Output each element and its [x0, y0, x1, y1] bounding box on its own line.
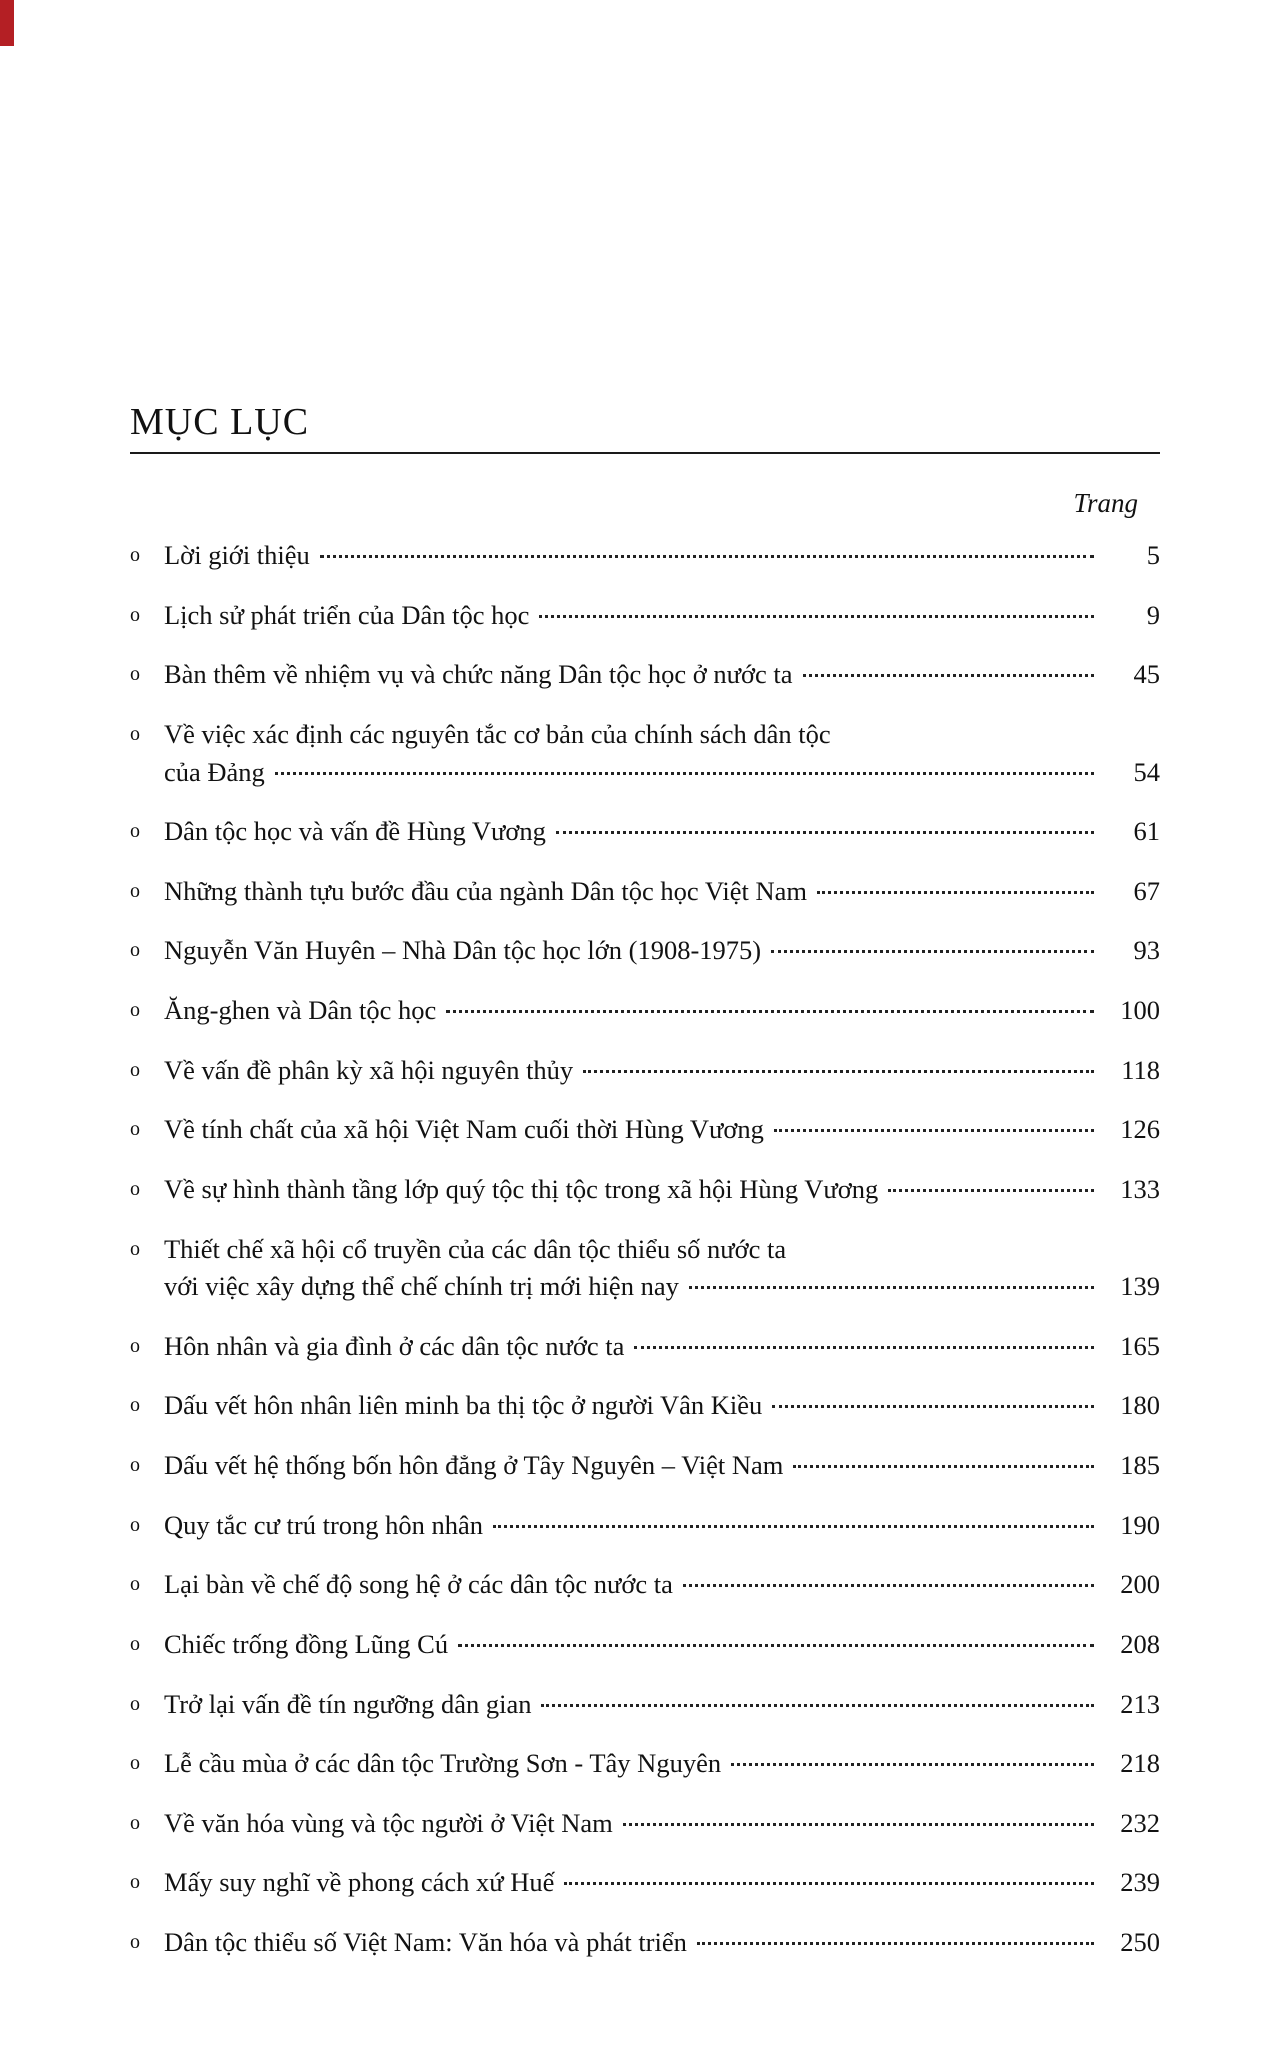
toc-page-number: 200: [1120, 1569, 1160, 1600]
toc-entry-title: Bàn thêm về nhiệm vụ và chức năng Dân tộc học ở nước ta: [164, 659, 793, 690]
toc-entry-last-line: [164, 1507, 1160, 1545]
toc-entry-last-line: [164, 1268, 1160, 1306]
dot-leader: [583, 1070, 1094, 1073]
toc-entry[interactable]: [130, 656, 1160, 694]
toc-page-number: 232: [1120, 1807, 1160, 1838]
toc-entry[interactable]: [130, 1745, 1160, 1783]
toc-entry-title: Dấu vết hệ thống bốn hôn đẳng ở Tây Nguyên – Việt Nam: [164, 1450, 784, 1480]
toc-entry-title: Lịch sử phát triển của Dân tộc học: [164, 599, 530, 630]
bullet-icon: o: [130, 939, 140, 962]
toc-entry-last-line: [164, 1745, 1160, 1783]
toc-entry-body: [164, 1328, 1160, 1366]
toc-entry[interactable]: [130, 992, 1160, 1030]
toc-page-number: 118: [1121, 1054, 1160, 1085]
toc-entry[interactable]: [130, 1111, 1160, 1149]
bullet-icon: o: [130, 999, 140, 1021]
toc-entry-body: [164, 1805, 1160, 1843]
toc-entry-body: [164, 1447, 1160, 1485]
toc-entry-list: [130, 537, 1160, 1962]
dot-leader: [541, 1704, 1094, 1707]
toc-entry-title: Lời giới thiệu: [164, 540, 310, 570]
toc-entry-body: [164, 656, 1160, 694]
toc-page-number: 100: [1120, 995, 1160, 1025]
toc-page-number: 126: [1120, 1114, 1160, 1145]
toc-entry-last-line: [164, 1626, 1160, 1664]
toc-entry-title: Hôn nhân và gia đình ở các dân tộc nước ta: [164, 1330, 625, 1361]
bullet-icon: o: [130, 1237, 140, 1260]
toc-page-number: 208: [1120, 1628, 1160, 1659]
toc-entry[interactable]: [130, 1566, 1160, 1604]
toc-entry-last-line: [164, 1805, 1160, 1843]
toc-page-number: 133: [1120, 1173, 1160, 1204]
toc-entry[interactable]: [130, 1924, 1160, 1962]
toc-entry-title-line: Thiết chế xã hội cổ truyền của các dân tộc thiểu số nước ta: [164, 1233, 787, 1264]
toc-page-number: 9: [1146, 599, 1160, 630]
toc-entry-title: Dân tộc học và vấn đề Hùng Vương: [164, 816, 546, 847]
toc-entry[interactable]: [130, 1447, 1160, 1485]
toc-page-number: 5: [1146, 540, 1160, 570]
toc-entry-body: [164, 597, 1160, 635]
page-column-header-row: [130, 488, 1160, 519]
bullet-icon: o: [130, 1118, 140, 1141]
toc-entry[interactable]: [130, 1171, 1160, 1209]
toc-entry-last-line: [164, 932, 1160, 970]
toc-entry-title: Dân tộc thiểu số Việt Nam: Văn hóa và phát triển: [164, 1927, 687, 1957]
toc-entry-title: Mấy suy nghĩ về phong cách xứ Huế: [164, 1867, 555, 1898]
toc-entry-last-line: [164, 1686, 1160, 1724]
toc-page-number: 190: [1120, 1509, 1160, 1540]
bullet-icon: o: [130, 544, 140, 566]
bullet-icon: o: [130, 1334, 140, 1357]
toc-entry-title-line: Về việc xác định các nguyên tắc cơ bản của chính sách dân tộc: [164, 718, 831, 749]
toc-entry-last-line: [164, 1924, 1160, 1962]
toc-entry-title: Những thành tựu bước đầu của ngành Dân tộc học Việt Nam: [164, 875, 808, 906]
toc-entry[interactable]: [130, 1686, 1160, 1724]
title-divider: [130, 452, 1160, 454]
dot-leader: [774, 1129, 1094, 1132]
bullet-icon: o: [130, 603, 140, 626]
toc-entry[interactable]: [130, 1626, 1160, 1664]
toc-entry-title: Lễ cầu mùa ở các dân tộc Trường Sơn - Tây Nguyên: [164, 1748, 722, 1779]
toc-entry-title: Lại bàn về chế độ song hệ ở các dân tộc nước ta: [164, 1569, 673, 1600]
toc-entry[interactable]: [130, 932, 1160, 970]
toc-entry-last-line: [164, 656, 1160, 694]
bullet-icon: o: [130, 1177, 140, 1200]
toc-entry-title: của Đảng: [164, 756, 265, 787]
toc-entry-body: [164, 1387, 1160, 1425]
toc-entry-last-line: [164, 1447, 1160, 1485]
dot-leader: [320, 555, 1094, 558]
toc-entry[interactable]: [130, 597, 1160, 635]
toc-entry-title: Về vấn đề phân kỳ xã hội nguyên thủy: [164, 1054, 574, 1085]
bullet-icon: o: [130, 1931, 140, 1953]
bullet-icon: o: [130, 1513, 140, 1536]
toc-entry-title: Trở lại vấn đề tín ngưỡng dân gian: [164, 1688, 532, 1719]
toc-entry[interactable]: [130, 813, 1160, 851]
toc-entry-body: [164, 1864, 1160, 1902]
toc-entry[interactable]: [130, 1387, 1160, 1425]
toc-entry-last-line: [164, 597, 1160, 635]
bullet-icon: o: [130, 663, 140, 686]
dot-leader: [731, 1763, 1094, 1766]
toc-entry-body: [164, 992, 1160, 1030]
toc-entry-title: Ăng-ghen và Dân tộc học: [164, 995, 437, 1025]
toc-entry-body: [164, 813, 1160, 851]
bullet-icon: o: [130, 820, 140, 843]
toc-page-number: 213: [1120, 1688, 1160, 1719]
table-of-contents: [130, 400, 1160, 1984]
toc-entry-last-line: [164, 537, 1160, 575]
toc-entry-body: [164, 1231, 1160, 1306]
toc-page-number: 250: [1120, 1927, 1160, 1957]
toc-entry-last-line: [164, 992, 1160, 1030]
bullet-icon: o: [130, 1692, 140, 1715]
toc-entry-body: [164, 1626, 1160, 1664]
toc-page-number: 54: [1133, 756, 1160, 787]
toc-page-number: 45: [1133, 659, 1160, 690]
toc-entry[interactable]: [130, 873, 1160, 911]
bullet-icon: o: [130, 1394, 140, 1417]
toc-entry-last-line: [164, 1328, 1160, 1366]
dot-leader: [556, 831, 1094, 834]
dot-leader: [689, 1286, 1094, 1289]
dot-leader: [275, 772, 1094, 775]
dot-leader: [623, 1823, 1094, 1826]
dot-leader: [772, 1405, 1094, 1408]
toc-entry-last-line: [164, 1111, 1160, 1149]
toc-entry-body: [164, 932, 1160, 970]
dot-leader: [683, 1584, 1094, 1587]
toc-entry-last-line: [164, 873, 1160, 911]
toc-page-number: 165: [1120, 1330, 1160, 1361]
dot-leader: [564, 1882, 1094, 1885]
toc-entry[interactable]: [130, 1231, 1160, 1306]
dot-leader: [771, 950, 1094, 953]
toc-page-number: 185: [1120, 1450, 1160, 1480]
toc-page-number: 67: [1133, 875, 1160, 906]
toc-entry-body: [164, 1745, 1160, 1783]
bullet-icon: o: [130, 879, 140, 902]
toc-entry-body: [164, 873, 1160, 911]
toc-entry-body: [164, 1686, 1160, 1724]
toc-page-number: 239: [1120, 1867, 1160, 1898]
toc-entry-body: [164, 716, 1160, 791]
toc-entry-body: [164, 1111, 1160, 1149]
bullet-icon: o: [130, 722, 140, 745]
toc-entry-title: Quy tắc cư trú trong hôn nhân: [164, 1509, 484, 1540]
toc-entry-body: [164, 1924, 1160, 1962]
toc-entry-title: Về sự hình thành tầng lớp quý tộc thị tộc trong xã hội Hùng Vương: [164, 1173, 879, 1204]
dot-leader: [634, 1346, 1094, 1349]
toc-entry[interactable]: [130, 1507, 1160, 1545]
toc-entry[interactable]: [130, 1805, 1160, 1843]
toc-entry-title: với việc xây dựng thể chế chính trị mới hiện nay: [164, 1271, 679, 1302]
toc-entry-last-line: [164, 1387, 1160, 1425]
bullet-icon: o: [130, 1573, 140, 1596]
toc-entry-title: Chiếc trống đồng Lũng Cú: [164, 1628, 449, 1659]
toc-entry-body: [164, 1052, 1160, 1090]
toc-page-number: 180: [1120, 1390, 1160, 1421]
toc-entry-body: [164, 537, 1160, 575]
dot-leader: [539, 615, 1094, 618]
toc-entry-last-line: [164, 754, 1160, 792]
toc-entry[interactable]: [130, 537, 1160, 575]
dot-leader: [817, 891, 1094, 894]
dot-leader: [446, 1010, 1094, 1013]
toc-entry-body: [164, 1566, 1160, 1604]
dot-leader: [888, 1189, 1094, 1192]
toc-page-number: 93: [1133, 935, 1160, 966]
toc-entry-title: Dấu vết hôn nhân liên minh ba thị tộc ở người Vân Kiều: [164, 1390, 763, 1421]
toc-entry-title: Về tính chất của xã hội Việt Nam cuối thời Hùng Vương: [164, 1114, 764, 1145]
toc-entry-last-line: [164, 1171, 1160, 1209]
toc-page-number: 61: [1133, 816, 1160, 847]
dot-leader: [697, 1942, 1094, 1945]
bullet-icon: o: [130, 1871, 140, 1894]
toc-entry-last-line: [164, 813, 1160, 851]
dot-leader: [458, 1644, 1094, 1647]
toc-entry[interactable]: [130, 1328, 1160, 1366]
dot-leader: [793, 1465, 1094, 1468]
page-title: MỤC LỤC: [130, 401, 310, 443]
toc-entry[interactable]: [130, 1052, 1160, 1090]
dot-leader: [493, 1525, 1094, 1528]
toc-page-number: 139: [1120, 1271, 1160, 1302]
toc-entry[interactable]: [130, 716, 1160, 791]
toc-entry-title: Về văn hóa vùng và tộc người ở Việt Nam: [164, 1807, 613, 1838]
bullet-icon: o: [130, 1752, 140, 1775]
toc-entry[interactable]: [130, 1864, 1160, 1902]
bullet-icon: o: [130, 1632, 140, 1655]
toc-entry-last-line: [164, 1864, 1160, 1902]
toc-page-number: 218: [1120, 1748, 1160, 1779]
bullet-icon: o: [130, 1811, 140, 1834]
toc-entry-last-line: [164, 1566, 1160, 1604]
bullet-icon: o: [130, 1454, 140, 1476]
toc-entry-body: [164, 1171, 1160, 1209]
red-corner-mark: [0, 0, 14, 46]
dot-leader: [803, 674, 1094, 677]
bullet-icon: o: [130, 1058, 140, 1081]
toc-entry-last-line: [164, 1052, 1160, 1090]
toc-entry-body: [164, 1507, 1160, 1545]
page-column-header: Trang: [1073, 488, 1138, 518]
toc-entry-title: Nguyễn Văn Huyên – Nhà Dân tộc học lớn (1908-1975): [164, 935, 762, 966]
